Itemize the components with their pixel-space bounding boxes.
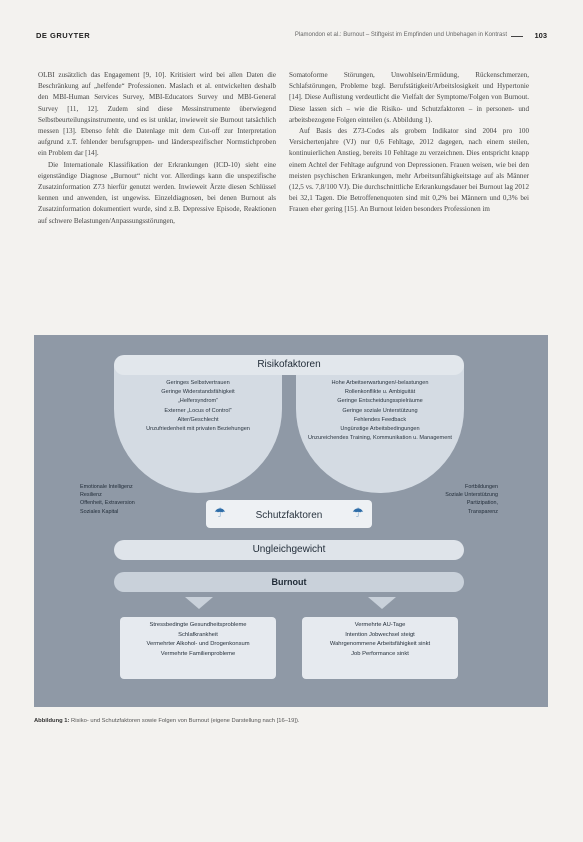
list-item: Job Performance sinkt bbox=[351, 650, 409, 657]
list-item: Vermehrter Alkohol- und Drogenkonsum bbox=[146, 641, 250, 648]
paragraph: Somatoforme Störungen, Unwohlsein/Ermüdung, Rückenschmerzen, Schlafstörungen, Probleme bzgl. Berufstätigkeit/Arbeitslosigkeit und Hypertonie [14]. Diese Auflistung verdeutlicht die Vielfalt der Symptome/Folgen von Burnout. Diese lassen sich – wie die Risiko- und Schutzfaktoren – in personen- und arbeitsbezogene Folgen einteilen (s. Abbildung 1). bbox=[289, 71, 529, 124]
list-item: Geringe Entscheidungsspielräume bbox=[337, 398, 423, 405]
list-item: „Helfersyndrom“ bbox=[177, 398, 219, 405]
list-item: Externer „Locus of Control“ bbox=[164, 407, 232, 414]
list-item: Vermehrte AU-Tage bbox=[354, 622, 406, 628]
list-item: Intention Jobwechsel steigt bbox=[345, 631, 415, 638]
list-item: Wahrgenommene Arbeitsfähigkeit sinkt bbox=[329, 641, 431, 648]
page-header bbox=[36, 30, 547, 44]
protective-factors-title: Schutzfaktoren bbox=[255, 510, 323, 521]
figure-caption bbox=[34, 718, 548, 724]
right-text-column bbox=[289, 70, 529, 216]
list-item: Unzureichendes Training, Kommunikation u. Management bbox=[308, 435, 452, 442]
list-item: Emotionale Intelligenz bbox=[80, 484, 133, 490]
list-item: Soziale Unterstützung bbox=[445, 492, 498, 499]
umbrella-icon: ☂ bbox=[352, 505, 364, 520]
list-item: Fortbildungen bbox=[465, 484, 498, 490]
burnout-diagram bbox=[34, 335, 548, 707]
personal-protective-list bbox=[80, 483, 190, 516]
list-item: Soziales Kapital bbox=[80, 508, 119, 515]
list-item: Stressbedingte Gesundheitsprobleme bbox=[149, 622, 247, 628]
caption-text: Risiko- und Schutzfaktoren sowie Folgen von Burnout (eigene Darstellung nach [16–19]). bbox=[71, 718, 300, 724]
list-item: Rollenkonflikte u. Ambiguität bbox=[344, 389, 416, 396]
list-item: Vermehrte Familienprobleme bbox=[160, 650, 236, 657]
list-item: Geringe soziale Unterstützung bbox=[342, 407, 418, 414]
caption-label: Abbildung 1: bbox=[34, 718, 70, 724]
burnout-band: Burnout bbox=[114, 572, 464, 592]
list-item: Resilienz bbox=[80, 492, 102, 499]
list-item: Ungünstige Arbeitsbedingungen bbox=[340, 426, 420, 433]
list-item: Geringes Selbstvertrauen bbox=[166, 380, 230, 386]
work-risk-list bbox=[300, 379, 460, 443]
running-head: Plamondon et al.: Burnout – Stiftgeist im Empfinden und Unbehagen in Kontrast bbox=[294, 32, 507, 38]
personal-consequences-box bbox=[120, 617, 276, 679]
umbrella-icon: ☂ bbox=[214, 505, 226, 520]
list-item: Alter/Geschlecht bbox=[177, 416, 219, 423]
list-item: Geringe Widerstandsfähigkeit bbox=[161, 389, 235, 396]
paragraph: OLBI zusätzlich das Engagement [9, 10]. Kritisiert wird bei allen Daten die Beschränkung auf „helfende“ Professionen. Maslach et al. entwickelten deshalb den MBI-Human Services Survey, MBI-Educators Survey und MBI-General Survey [11, 12]. Zudem sind diese Messinstrumente überwiegend Selbstbeurteilungsinstrumente, und es ist unklar, inwieweit sie Burnout tatsächlich messen [13]. Ebenso fehlt die Datenlage mit dem Cut-off zur Interpretation aufgrund z.T. fehlender berufsgruppen- und länderspezifischer Normstichproben ein Problem dar [14]. bbox=[38, 71, 276, 158]
imbalance-band: Ungleichgewicht bbox=[114, 540, 464, 560]
work-consequences-box bbox=[302, 617, 458, 679]
list-item: Hohe Arbeitserwartungen/-belastungen bbox=[331, 380, 429, 386]
risk-factors-title: Risikofaktoren bbox=[114, 355, 464, 375]
arrow-down-icon bbox=[185, 597, 213, 609]
header-rule bbox=[511, 36, 523, 37]
list-item: Fehlendes Feedback bbox=[353, 416, 407, 423]
arrow-down-icon bbox=[368, 597, 396, 609]
personal-risk-list bbox=[118, 379, 278, 434]
list-item: Partizipation, bbox=[466, 500, 498, 507]
list-item: Offenheit, Extraversion bbox=[80, 500, 135, 507]
list-item: Transparenz bbox=[467, 508, 498, 515]
left-text-column bbox=[38, 70, 276, 227]
list-item: Unzufriedenheit mit privaten Beziehungen bbox=[146, 426, 250, 433]
protective-factors-box bbox=[206, 500, 372, 528]
page-number: 103 bbox=[534, 31, 547, 40]
paragraph: Auf Basis des Z73-Codes als grobem Indikator sind 2004 pro 100 Versichertenjahre (VJ) nur 0,6 Fehltage, 2012 dagegen, nach einem steilen, kontinuierlichen Anstieg, bereits 10 Fehltage zu verzeichnen. Dies entspricht knapp einem Achtel der Fehltage aufgrund von Depressionen. Frauen weisen, wie bei den meisten psychischen Erkrankungen, mehr Arbeitsunfähigkeitstage auf als Männer (12,5 vs. 7,8/100 VJ). Die durchschnittliche Erkrankungsdauer bei Burnout lag 2012 bei 32,1 Tagen. Die Betroffenenquoten sind mit 0,2% bei Männern und 0,3% bei Frauen eher gering [15]. An Burnout leiden besonders Professionen im bbox=[289, 127, 529, 214]
publisher-name: DE GRUYTER bbox=[36, 31, 91, 40]
work-protective-list bbox=[380, 483, 498, 516]
list-item: Schlafkrankheit bbox=[178, 631, 218, 638]
paragraph: Die Internationale Klassifikation der Erkrankungen (ICD-10) sieht eine eigenständige Diagnose „Burnout“ nicht vor. Allerdings kann die unspezifische Zusatzinformation Z73 hierfür genutzt werden. Inwieweit Ärzte diesen Schlüssel kennen und anwenden, ist ungewiss. Einzeldiagnosen, bei denen Burnout als Zusatzinformation dokumentiert wurde, sind z.B. Depressive Episode, Reaktionen auf schwere Belastungen/Anpassungsstörungen, bbox=[38, 160, 276, 225]
